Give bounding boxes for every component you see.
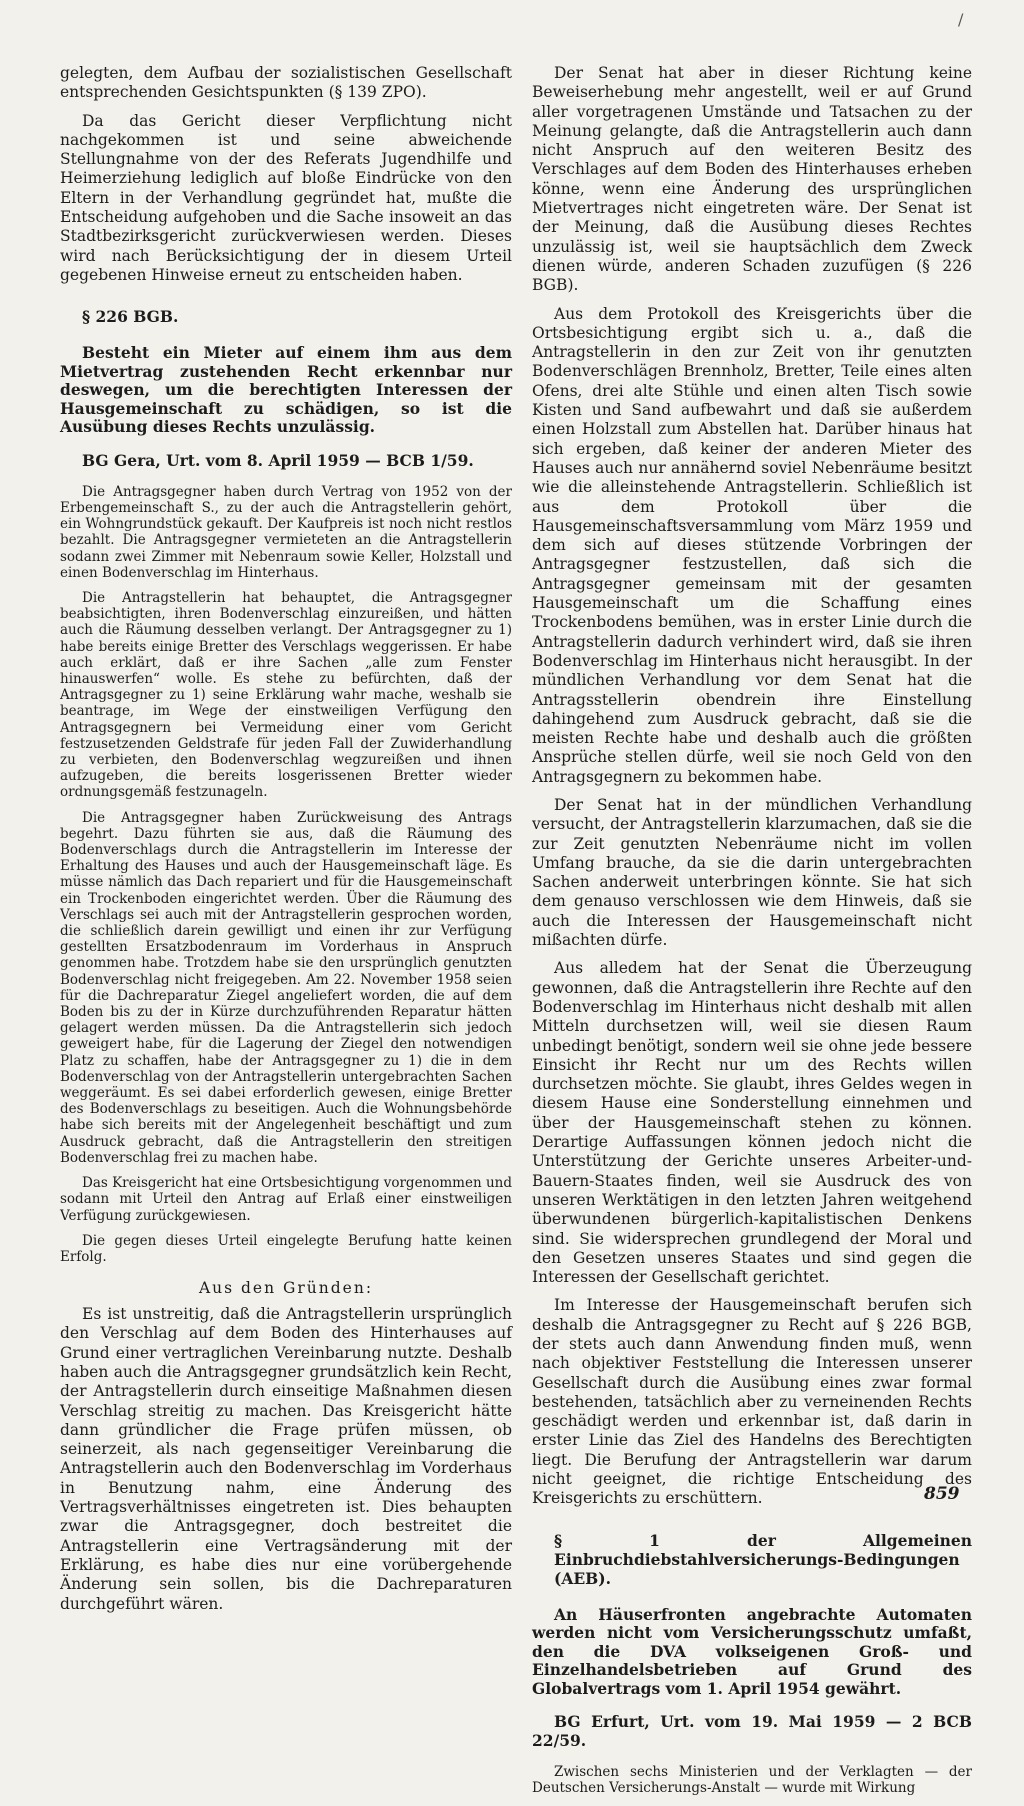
corner-mark: / [958,10,964,29]
paragraph: Zwischen sechs Ministerien und der Verklagten — der Deutschen Versicherungs-Anstalt — wurde mit Wirkung [532,1764,972,1797]
paragraph: gelegten, dem Aufbau der sozialistischen Gesellschaft entsprechenden Gesichtspunkten (§ 139 ZPO). [60,64,512,102]
paragraph: Die Antragsgegner haben Zurückweisung des Antrags begehrt. Dazu führten sie aus, daß die Räumung des Bodenverschlags durch die Antragstellerin im Interesse der Erhaltung des Hauses und auch der Hausgemeinschaft läge. Es müsse nämlich das Dach repariert und für die Hausgemeinschaft ein Trockenboden eingerichtet werden. Über die Räumung des Verschlags sei auch mit der Antragstellerin gesprochen worden, die schließlich darein gewilligt und einen ihr zur Verfügung gestellten Ersatzbodenraum im Vorderhaus in Anspruch genommen habe. Trotzdem habe sie den ursprünglich genutzten Bodenverschlag nicht freigegeben. Am 22. November 1958 seien für die Dachreparatur Ziegel angeliefert worden, die auf dem Boden bis zu der in Kürze durchzuführenden Reparatur hätten gelagert werden müssen. Da die Antragstellerin sich jedoch geweigert habe, für die Lagerung der Ziegel den notwendigen Platz zu schaffen, habe der Antragsgegner zu 1) die in dem Bodenverschlag von der Antragstellerin untergebrachten Sachen weggeräumt. Es sei dabei erforderlich gewesen, einige Bretter des Bodenverschlags zu beseitigen. Auch die Wohnungsbehörde habe sich bereits mit der Angelegenheit beschäftigt und zum Ausdruck gebracht, daß die Antragstellerin den streitigen Bodenverschlag frei zu machen habe. [60,809,512,1166]
headnote: An Häuserfronten angebrachte Automaten werden nicht vom Versicherungsschutz umfaßt, den die DVA volkseigenen Groß- und Einzelhandelsbetrieben auf Grund des Globalvertrags vom 1. April 1954 gewährt. [532,1604,972,1698]
paragraph: Die Antragsgegner haben durch Vertrag von 1952 von der Erbengemeinschaft S., zu der auch die Antragstellerin gehört, ein Wohngrundstück gekauft. Der Kaufpreis ist noch nicht restlos bezahlt. Die Antragsgegner vermieteten an die Antragstellerin sodann zwei Zimmer mit Nebenraum sowie Keller, Holzstall und einen Bodenverschlag im Hinterhaus. [60,483,512,581]
paragraph: Aus dem Protokoll des Kreisgerichts über die Ortsbesichtigung ergibt sich u. a., daß die Antragstellerin in den zur Zeit von ihr genutzten Bodenverschlägen Brennholz, Bretter, Teile eines alten Ofens, drei alte Stühle und einen alten Tisch sowie Kisten und Sand aufbewahrt und daß sie außerdem einen Holzstall zum Abstellen hat. Darüber hinaus hat sich ergeben, daß keiner der anderen Mieter des Hauses auch nur annähernd soviel Nebenräume besitzt wie die alleinstehende Antragstellerin. Schließlich ist aus dem Protokoll über die Hausgemeinschaftsversammlung vom März 1959 und dem sich auf dieses stützende Vorbringen der Antragsgegner festzustellen, daß sich die Antragsgegner gemeinsam mit der gesamten Hausgemeinschaft um die Schaffung eines Trockenbodens bemühen, was in erster Linie durch die Antragstellerin dadurch verhindert wird, daß sie ihren Bodenverschlag im Hinterhaus nicht herausgibt. In der mündlichen Verhandlung vor dem Senat hat die Antragsstellerin obendrein ihre Einstellung dahingehend zum Ausdruck gebracht, daß sie die meisten Rechte habe und deshalb auch die größten Ansprüche stellen dürfe, weil sie noch Geld von den Antragsgegnern zu bekommen habe. [532,304,972,786]
court-citation: BG Erfurt, Urt. vom 19. Mai 1959 — 2 BCB 22/59. [532,1712,972,1751]
page-number: 859 [924,1484,960,1504]
headnote: Besteht ein Mieter auf einem ihm aus dem Mietvertrag zustehenden Recht erkennbar nur deswegen, um die berechtigten Interessen der Hausgemeinschaft zu schädigen, so ist die Ausübung dieses Rechts unzulässig. [60,343,512,437]
left-column [60,64,512,1623]
court-citation: BG Gera, Urt. vom 8. April 1959 — BCB 1/59. [82,450,474,470]
paragraph: Das Kreisgericht hat eine Ortsbesichtigung vorgenommen und sodann mit Urteil den Antrag auf Erlaß einer einstweiligen Verfügung zurückgewiesen. [60,1175,512,1224]
section-heading: § 226 BGB. [82,307,179,327]
paragraph: Die Antragstellerin hat behauptet, die Antragsgegner beabsichtigten, ihren Bodenverschlag einzureißen, und hätten auch die Räumung desselben verlangt. Der Antragsgegner zu 1) habe bereits einige Bretter des Verschlags weggerissen. Er habe auch erklärt, daß er ihre Sachen „alle zum Fenster hinauswerfen“ wolle. Es stehe zu befürchten, daß der Antragsgegner zu 1) seine Erklärung wahr mache, weshalb sie beantrage, im Wege der einstweiligen Verfügung den Antragsgegnern bei Vermeidung einer vom Gericht festzusetzenden Geldstrafe für jeden Fall der Zuwiderhandlung zu verbieten, den Bodenverschlag wegzureißen und ihnen aufzugeben, die bereits losgerissenen Bretter wieder ordnungsgemäß festzunageln. [60,589,512,801]
paragraph: Es ist unstreitig, daß die Antragstellerin ursprünglich den Verschlag auf dem Boden des Hinterhauses auf Grund einer vertraglichen Vereinbarung nutzte. Deshalb haben auch die Antragsgegner grundsätzlich kein Recht, der Antragstellerin durch einseitige Maßnahmen diesen Verschlag streitig zu machen. Das Kreisgericht hätte dann gründlicher die Frage prüfen müssen, ob seinerzeit, als nach gegenseitiger Vereinbarung die Antragstellerin auch den Bodenverschlag im Vorderhaus in Benutzung nahm, eine Änderung des Vertragsverhältnisses eingetreten ist. Dies behaupten zwar die Antragsgegner, doch bestreitet die Antragstellerin eine Vertragsänderung mit der Erklärung, es habe dies nur eine vorübergehende Änderung sein sollen, bis die Dachreparaturen durchgeführt wären. [60,1305,512,1613]
section-heading: § 1 der Allgemeinen Einbruchdiebstahlversicherungs-Bedingungen (AEB). [554,1530,972,1588]
paragraph: Aus alledem hat der Senat die Überzeugung gewonnen, daß die Antragstellerin ihre Rechte auf den Bodenverschlag im Hinterhaus nicht deshalb mit allen Mitteln durchsetzen will, weil sie diesen Raum unbedingt benötigt, sondern weil sie ohne jede bessere Einsicht ihr Recht nur um des Rechts willen durchsetzen möchte. Sie glaubt, ihres Geldes wegen in diesem Hause eine Sonderstellung einnehmen und über der Hausgemeinschaft stehen zu können. Derartige Auffassungen können jedoch nicht die Unterstützung der Gerichte unseres Arbeiter-und-Bauern-Staates finden, weil sie Ausdruck des von unseren Werktätigen in den letzten Jahren weitgehend überwundenen bürgerlich-kapitalistischen Denkens sind. Sie widersprechen grundlegend der Moral und den Gesetzen unseres Staates und sind gegen die Interessen der Gesellschaft gerichtet. [532,959,972,1287]
paragraph: Der Senat hat aber in dieser Richtung keine Beweiserhebung mehr angestellt, weil er auf Grund aller vorgetragenen Umstände und Tatsachen zu der Meinung gelangte, daß die Antragstellerin auch dann nicht Anspruch auf den weiteren Besitz des Verschlages auf dem Boden des Hinterhauses erheben könne, wenn eine Änderung des ursprünglichen Mietvertrages nicht eingetreten wäre. Der Senat ist der Meinung, daß die Ausübung dieses Rechtes unzulässig ist, weil sie hauptsächlich dem Zweck dienen würde, anderen Schaden zuzufügen (§ 226 BGB). [532,64,972,295]
paragraph: Im Interesse der Hausgemeinschaft berufen sich deshalb die Antragsgegner zu Recht auf § 226 BGB, der stets auch dann Anwendung finden muß, wenn nach objektiver Feststellung die Interessen unserer Gesellschaft durch die Ausübung eines zwar formal bestehenden, tatsächlich aber zu verneinenden Rechts geschädigt werden und erkennbar ist, daß darin in erster Linie das Ziel des Handelns des Berechtigten liegt. Die Berufung der Antragstellerin war darum nicht geeignet, die richtige Entscheidung des Kreisgerichts zu erschüttern. [532,1296,972,1508]
paragraph: Der Senat hat in der mündlichen Verhandlung versucht, der Antragstellerin klarzumachen, daß sie die zur Zeit genutzten Nebenräume nicht im vollen Umfang brauche, da sie die darin untergebrachten Sachen anderweit unterbringen könnte. Sie hat sich dem genauso verschlossen wie dem Hinweis, daß sie auch die Interessen der Hausgemeinschaft nicht mißachten dürfe. [532,795,972,950]
right-column [532,64,972,1806]
paragraph: Die gegen dieses Urteil eingelegte Berufung hatte keinen Erfolg. [60,1232,512,1265]
paragraph: Da das Gericht dieser Verpflichtung nicht nachgekommen ist und seine abweichende Stellungnahme von der des Referats Jugendhilfe und Heimerziehung lediglich auf bloße Eindrücke von den Eltern in der Verhandlung gegründet hat, mußte die Entscheidung aufgehoben und die Sache insoweit an das Stadtbezirksgericht zurückverwiesen werden. Dieses wird nach Berücksichtigung der in diesem Urteil gegebenen Hinweise erneut zu entscheiden haben. [60,111,512,284]
grounds-heading: Aus den Gründen: [198,1279,374,1298]
